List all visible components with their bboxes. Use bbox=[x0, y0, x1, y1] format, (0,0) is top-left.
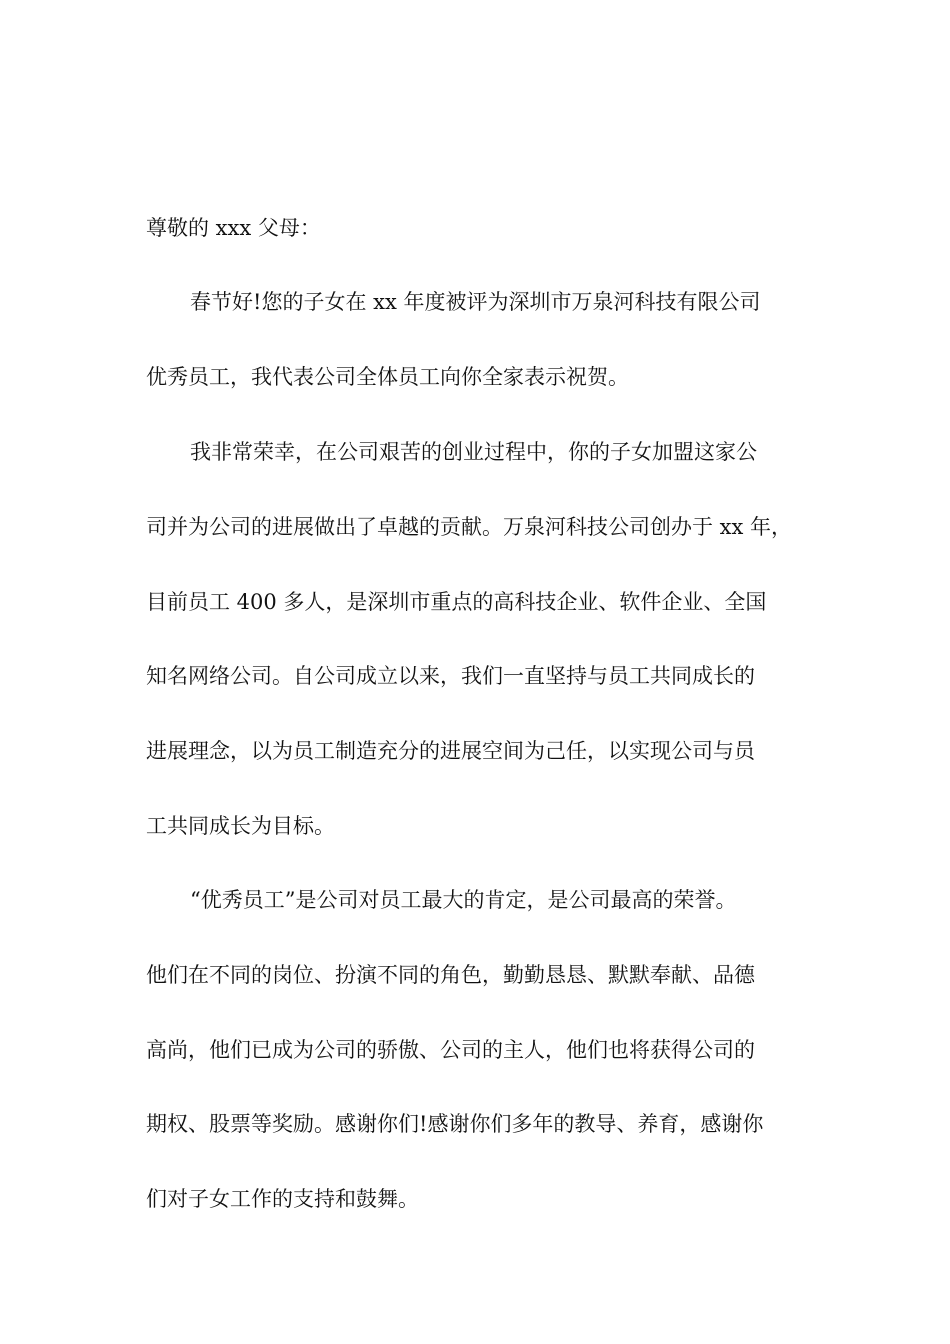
paragraph-2-line-2: 司并为公司的进展做出了卓越的贡献。万泉河科技公司创办于 xx 年， bbox=[146, 515, 793, 539]
paragraph-3-line-3: 高尚，他们已成为公司的骄傲、公司的主人，他们也将获得公司的 bbox=[146, 1038, 755, 1062]
paragraph-3-line-2: 他们在不同的岗位、扮演不同的角色，勤勤恳恳、默默奉献、品德 bbox=[146, 963, 755, 987]
paragraph-2-line-3: 目前员工 400 多人，是深圳市重点的高科技企业、软件企业、全国 bbox=[146, 590, 767, 614]
paragraph-3-line-1: “优秀员工”是公司对员工最大的肯定，是公司最高的荣誉。 bbox=[190, 888, 737, 912]
paragraph-2-line-4: 知名网络公司。自公司成立以来，我们一直坚持与员工共同成长的 bbox=[146, 664, 755, 688]
paragraph-2-line-1: 我非常荣幸，在公司艰苦的创业过程中，你的子女加盟这家公 bbox=[190, 440, 757, 464]
salutation: 尊敬的 xxx 父母： bbox=[146, 216, 321, 240]
paragraph-1-line-1: 春节好!您的子女在 xx 年度被评为深圳市万泉河科技有限公司 bbox=[190, 290, 761, 314]
paragraph-3-line-4: 期权、股票等奖励。感谢你们!感谢你们多年的教导、养育，感谢你 bbox=[146, 1112, 764, 1136]
paragraph-2-line-5: 进展理念，以为员工制造充分的进展空间为己任，以实现公司与员 bbox=[146, 739, 755, 763]
paragraph-2-line-6: 工共同成长为目标。 bbox=[146, 814, 335, 838]
paragraph-1-line-2: 优秀员工，我代表公司全体员工向你全家表示祝贺。 bbox=[146, 365, 629, 389]
paragraph-3-line-5: 们对子女工作的支持和鼓舞。 bbox=[146, 1187, 419, 1211]
